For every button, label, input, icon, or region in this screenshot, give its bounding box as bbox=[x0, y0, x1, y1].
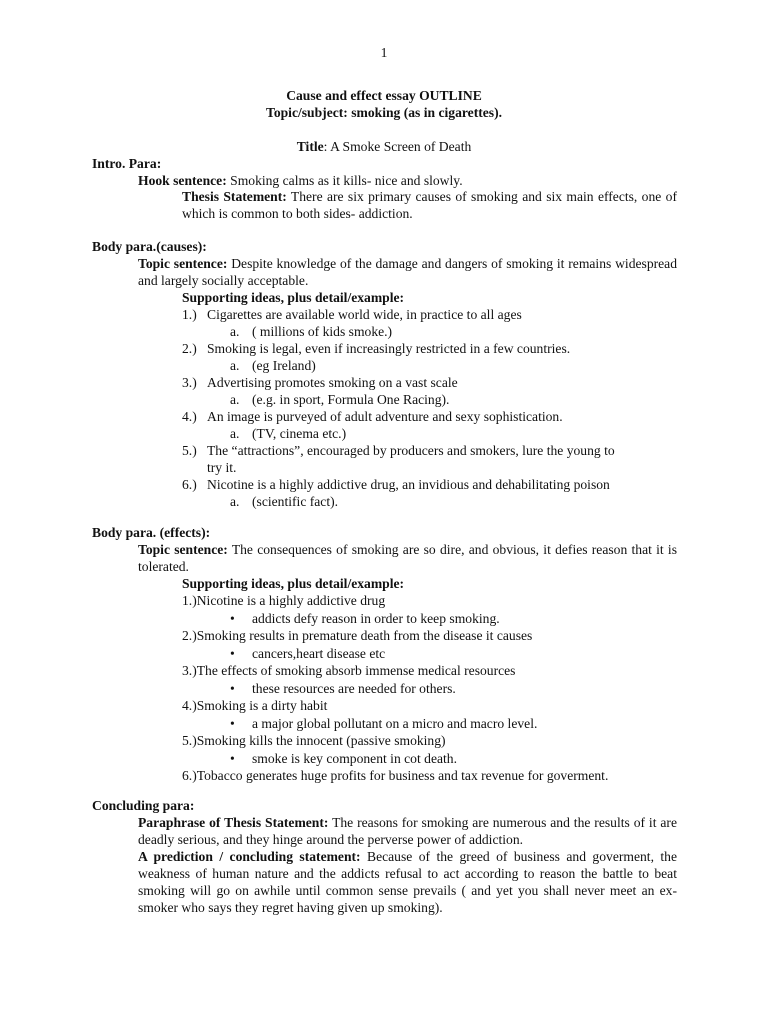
thesis-text: There are six primary causes of smoking and six main effects, one of which is common to both sides- addiction. bbox=[182, 189, 677, 221]
prediction-text: Because of the greed of business and goverment, the weakness of human nature and the addicts refusal to act according to reason the battle to beat smoking will go on awhile until common sense prevails ( and yet you shall never meet an ex-smoker who says they regret having given up smoking). bbox=[138, 849, 678, 915]
hook-sentence bbox=[138, 172, 463, 189]
effects-support-label: Supporting ideas, plus detail/example: bbox=[182, 576, 405, 591]
list-item: 1.) Cigarettes are available world wide, in practice to all ages bbox=[182, 307, 522, 322]
list-item: 2.) Smoking results in premature death from the disease it causes bbox=[182, 628, 533, 643]
list-item: 2.) Smoking is legal, even if increasingly restricted in a few countries. bbox=[182, 341, 571, 356]
bullet-icon: • bbox=[230, 715, 235, 731]
list-item: 5.) The “attractions”, encouraged by producers and smokers, lure the young to bbox=[182, 443, 615, 458]
paraphrase-thesis bbox=[138, 814, 677, 848]
thesis-label: Thesis Statement: bbox=[182, 189, 287, 204]
bullet-icon: • bbox=[230, 645, 235, 661]
bullet-icon: • bbox=[230, 680, 235, 696]
bullet-item: • smoke is key component in cot death. bbox=[230, 750, 457, 766]
sub-item: a. (e.g. in sport, Formula One Racing). bbox=[230, 392, 450, 407]
effects-topic-text: The consequences of smoking are so dire, and obvious, it defies reason that it is tolerated. bbox=[138, 542, 677, 574]
effects-topic-label: Topic sentence: bbox=[138, 542, 228, 557]
effects-topic-sentence bbox=[138, 541, 677, 575]
sub-item: a. (eg Ireland) bbox=[230, 358, 316, 373]
causes-label: Body para.(causes): bbox=[92, 239, 207, 254]
thesis-statement bbox=[182, 188, 677, 222]
bullet-icon: • bbox=[230, 610, 235, 626]
list-item: 4.) Smoking is a dirty habit bbox=[182, 698, 328, 713]
title-label: Title bbox=[296, 139, 324, 154]
doc-heading-line1: Cause and effect essay OUTLINE bbox=[286, 88, 482, 103]
causes-list bbox=[182, 306, 682, 510]
causes-topic-text: Despite knowledge of the damage and dangers of smoking it remains widespread and largely socially acceptable. bbox=[138, 256, 678, 288]
effects-list bbox=[182, 592, 682, 785]
list-item: 4.) An image is purveyed of adult adventure and sexy sophistication. bbox=[182, 409, 563, 424]
sub-item: a. (TV, cinema etc.) bbox=[230, 426, 347, 441]
paraphrase-label: Paraphrase of Thesis Statement: bbox=[138, 815, 329, 830]
sub-item: a. ( millions of kids smoke.) bbox=[230, 324, 393, 339]
intro-label: Intro. Para: bbox=[92, 156, 162, 171]
title-text: : A Smoke Screen of Death bbox=[323, 139, 472, 154]
causes-support-label: Supporting ideas, plus detail/example: bbox=[182, 290, 405, 305]
hook-text: Smoking calms as it kills- nice and slowly. bbox=[226, 173, 463, 188]
list-item: 3.) Advertising promotes smoking on a vast scale bbox=[182, 375, 458, 390]
bullet-icon: • bbox=[230, 750, 235, 766]
hook-label: Hook sentence: bbox=[138, 173, 227, 188]
list-item-continuation: try it. bbox=[207, 460, 237, 475]
list-item: 5.) Smoking kills the innocent (passive smoking) bbox=[182, 733, 446, 748]
bullet-item: • addicts defy reason in order to keep smoking. bbox=[230, 610, 500, 626]
causes-topic-label: Topic sentence: bbox=[138, 256, 228, 271]
list-item: 6.) Tobacco generates huge profits for business and tax revenue for goverment. bbox=[182, 768, 609, 783]
bullet-item: • cancers,heart disease etc bbox=[230, 645, 386, 661]
paraphrase-text: The reasons for smoking are numerous and the results of it are deadly serious, and they hinge around the perverse power of addiction. bbox=[138, 815, 677, 847]
prediction-statement bbox=[138, 848, 677, 916]
list-item: 1.) Nicotine is a highly addictive drug bbox=[182, 593, 386, 608]
bullet-item: • these resources are needed for others. bbox=[230, 680, 456, 696]
page-number: 1 bbox=[380, 45, 388, 60]
bullet-item: • a major global pollutant on a micro and macro level. bbox=[230, 715, 538, 731]
list-item: 3.) The effects of smoking absorb immense medical resources bbox=[182, 663, 516, 678]
prediction-label: A prediction / concluding statement: bbox=[138, 849, 361, 864]
causes-topic-sentence bbox=[138, 255, 677, 289]
list-item: 6.) Nicotine is a highly addictive drug, an invidious and dehabilitating poison bbox=[182, 477, 610, 492]
doc-title bbox=[0, 138, 768, 155]
doc-heading-line2: Topic/subject: smoking (as in cigarettes). bbox=[266, 105, 502, 120]
conclusion-label: Concluding para: bbox=[92, 798, 195, 813]
effects-label: Body para. (effects): bbox=[92, 525, 211, 540]
sub-item: a. (scientific fact). bbox=[230, 494, 339, 509]
